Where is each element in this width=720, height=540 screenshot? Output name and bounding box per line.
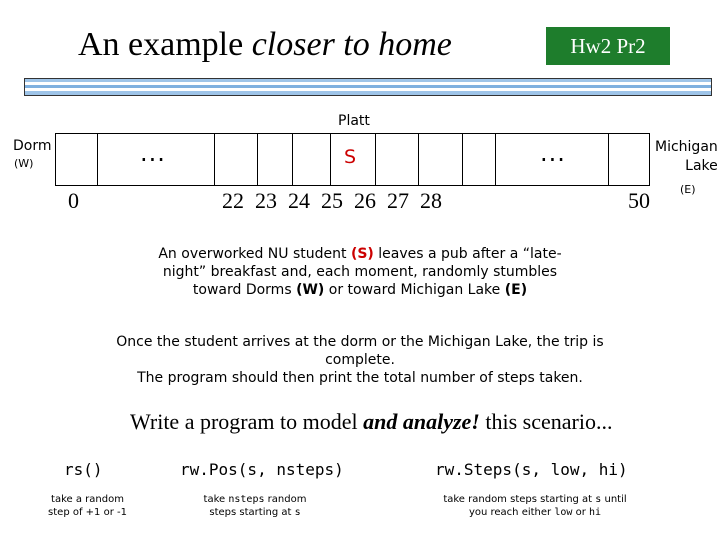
task-statement xyxy=(130,409,612,435)
scenario-paragraph xyxy=(110,245,610,299)
cell-divider xyxy=(418,133,419,186)
cell-divider xyxy=(462,133,463,186)
ellipsis-left: ... xyxy=(140,139,166,167)
assignment-badge: Hw2 Pr2 xyxy=(546,27,670,65)
rs-description xyxy=(40,493,135,519)
rwsteps-desc-text: you reach either xyxy=(468,507,555,518)
p1-t3: night” breakfast and, each moment, randomly stumbles xyxy=(162,264,558,280)
rs-desc-l2: step of +1 or -1 xyxy=(48,507,127,518)
title-plain: An example xyxy=(78,26,252,63)
rwsteps-desc-text: or xyxy=(572,507,589,518)
slide-title xyxy=(78,26,452,64)
function-rwpos: rw.Pos(s, nsteps) xyxy=(180,460,344,479)
position-0: 0 xyxy=(68,188,79,213)
write-t2: this scenario... xyxy=(479,409,613,434)
positions-22-28: 22 23 24 25 26 27 28 xyxy=(222,188,442,213)
lake-code: (E) xyxy=(680,183,696,196)
p1-w: (W) xyxy=(296,282,325,298)
rwsteps-desc-code: low xyxy=(554,507,573,518)
p1-s: (S) xyxy=(350,246,374,262)
rwpos-desc-text: take xyxy=(203,494,229,505)
p1-t1: An overworked NU student xyxy=(158,246,351,262)
cell-divider xyxy=(214,133,215,186)
rwsteps-description xyxy=(420,493,650,519)
lake-line1: Michigan xyxy=(655,139,718,155)
write-t1: Write a program to model xyxy=(130,409,364,434)
cell-divider xyxy=(292,133,293,186)
position-50: 50 xyxy=(628,188,650,213)
rwpos-desc-text: random xyxy=(264,494,307,505)
completion-paragraph xyxy=(60,333,660,387)
rwsteps-desc-code: hi xyxy=(588,507,602,518)
ellipsis-right: ... xyxy=(540,139,566,167)
dorm-code: (W) xyxy=(14,157,34,170)
p2-l2: complete. xyxy=(325,352,395,368)
cell-divider xyxy=(330,133,331,186)
rwpos-desc-code: nsteps xyxy=(228,494,265,505)
lake-line2: Lake xyxy=(685,158,718,174)
lake-label xyxy=(655,138,718,176)
cell-divider xyxy=(257,133,258,186)
rwpos-description xyxy=(190,493,320,519)
rwpos-desc-text: steps starting at xyxy=(209,507,295,518)
header-rule xyxy=(24,78,712,96)
p2-l3: The program should then print the total number of steps taken. xyxy=(137,370,583,386)
p2-l1: Once the student arrives at the dorm or the Michigan Lake, the trip is xyxy=(116,334,604,350)
cell-divider xyxy=(495,133,496,186)
rwsteps-desc-text: take random steps starting at xyxy=(443,494,596,505)
rwsteps-desc-text: until xyxy=(601,494,627,505)
cell-divider xyxy=(97,133,98,186)
p1-t4: toward Dorms xyxy=(192,282,297,298)
p1-e: (E) xyxy=(504,282,528,298)
student-marker: S xyxy=(344,146,357,168)
rwsteps-desc-code: s xyxy=(595,494,602,505)
platt-label: Platt xyxy=(338,113,370,129)
write-bi: and analyze! xyxy=(363,409,480,434)
title-italic: closer to home xyxy=(251,26,452,63)
dorm-label: Dorm xyxy=(13,138,52,154)
p1-t2: leaves a pub after a “late- xyxy=(373,246,562,262)
rs-desc-l1: take a random xyxy=(51,494,124,505)
function-rs: rs() xyxy=(64,460,103,479)
cell-divider xyxy=(375,133,376,186)
cell-divider xyxy=(608,133,609,186)
p1-t5: or toward Michigan Lake xyxy=(324,282,505,298)
function-rwsteps: rw.Steps(s, low, hi) xyxy=(435,460,628,479)
rwpos-desc-code: s xyxy=(294,507,301,518)
